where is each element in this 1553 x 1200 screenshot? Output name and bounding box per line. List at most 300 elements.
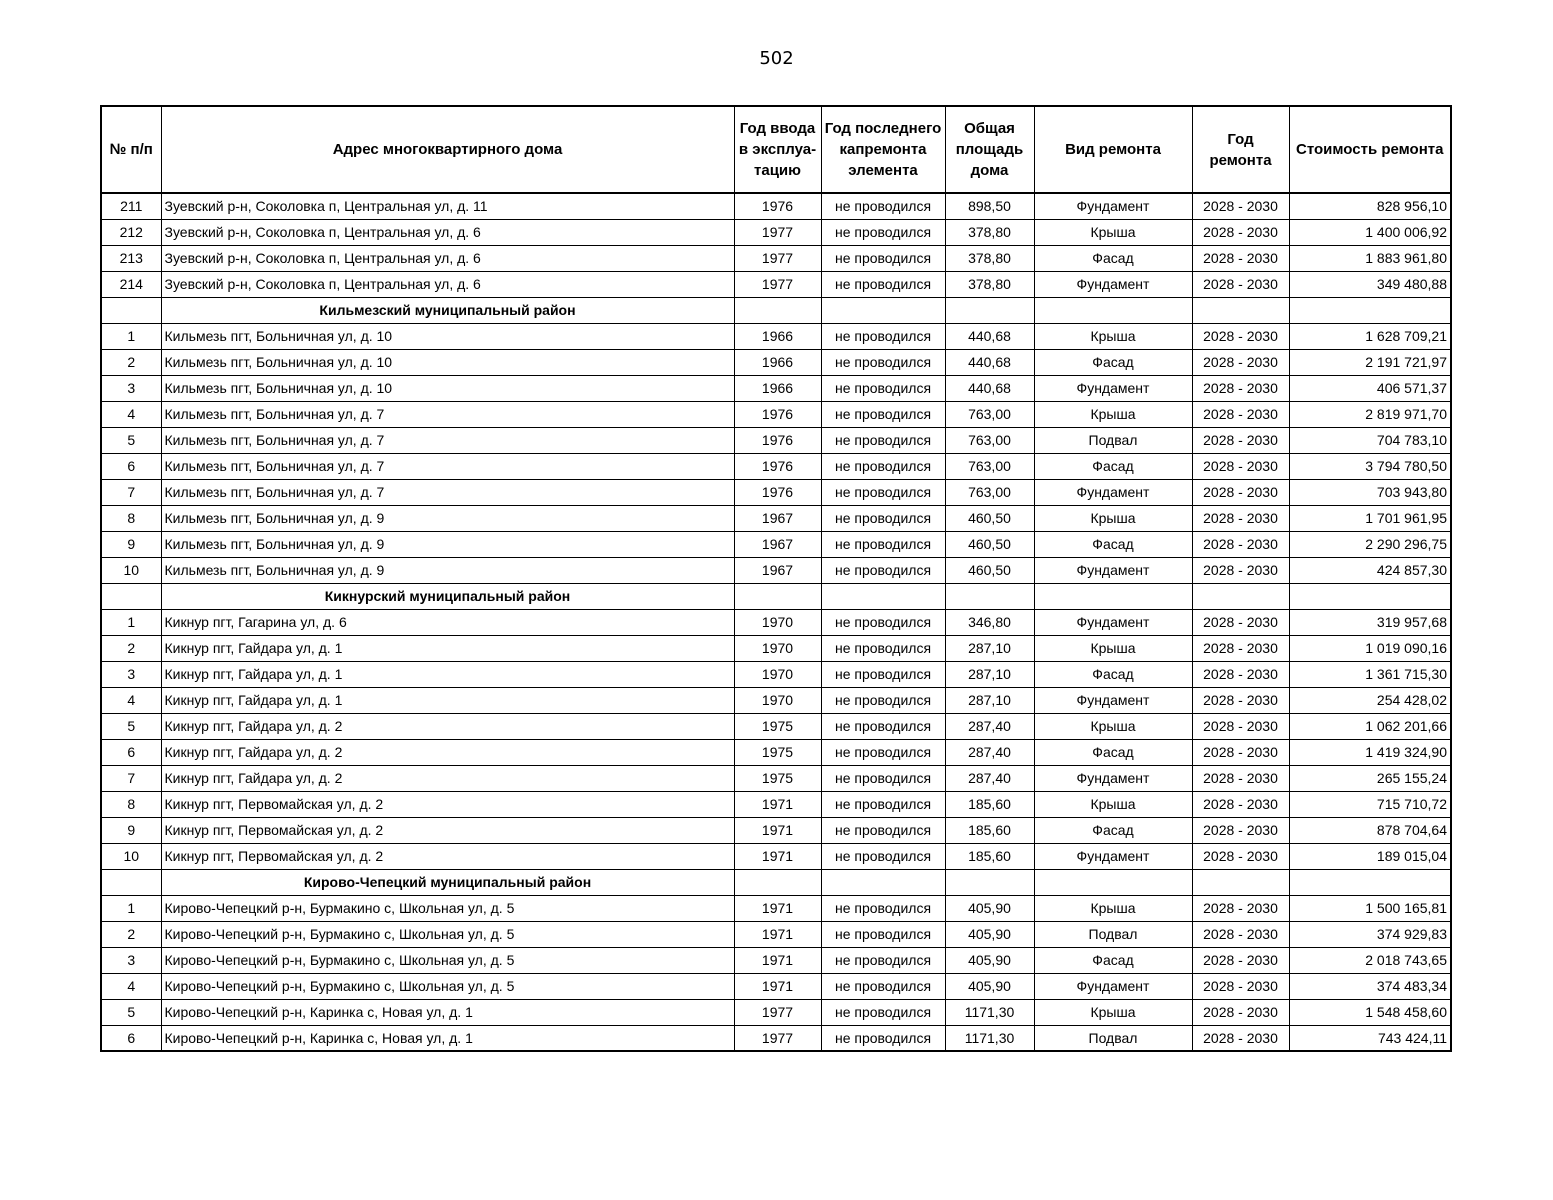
cell-area: 763,00	[945, 479, 1034, 505]
header-num: № п/п	[101, 106, 161, 193]
cell-area: 440,68	[945, 349, 1034, 375]
cell-repair-type: Фасад	[1034, 947, 1192, 973]
cell-area: 763,00	[945, 453, 1034, 479]
cell-address: Кирово-Чепецкий р-н, Бурмакино с, Школьная ул, д. 5	[161, 973, 734, 999]
cell-num: 3	[101, 947, 161, 973]
cell-last-repair: не проводился	[821, 349, 945, 375]
cell-address: Кирово-Чепецкий р-н, Бурмакино с, Школьная ул, д. 5	[161, 921, 734, 947]
cell-cost: 1 701 961,95	[1289, 505, 1451, 531]
cell-address: Зуевский р-н, Соколовка п, Центральная ул, д. 6	[161, 245, 734, 271]
cell-address: Кирово-Чепецкий р-н, Каринка с, Новая ул, д. 1	[161, 1025, 734, 1051]
cell-cost	[1289, 869, 1451, 895]
cell-address: Кильмезь пгт, Больничная ул, д. 7	[161, 401, 734, 427]
cell-address: Кикнур пгт, Гагарина ул, д. 6	[161, 609, 734, 635]
cell-area: 287,10	[945, 687, 1034, 713]
cell-year-built: 1976	[734, 479, 821, 505]
table-row	[101, 609, 1451, 635]
cell-repair-type	[1034, 583, 1192, 609]
cell-repair-years: 2028 - 2030	[1192, 349, 1289, 375]
cell-repair-type: Фундамент	[1034, 687, 1192, 713]
cell-address: Кикнур пгт, Гайдара ул, д. 1	[161, 661, 734, 687]
cell-cost: 424 857,30	[1289, 557, 1451, 583]
table-row	[101, 947, 1451, 973]
cell-repair-years: 2028 - 2030	[1192, 193, 1289, 219]
cell-num: 2	[101, 349, 161, 375]
cell-repair-years: 2028 - 2030	[1192, 1025, 1289, 1051]
table-row	[101, 1025, 1451, 1051]
cell-repair-years: 2028 - 2030	[1192, 245, 1289, 271]
table-row	[101, 999, 1451, 1025]
header-row	[101, 106, 1451, 193]
cell-num: 7	[101, 479, 161, 505]
cell-area: 287,10	[945, 661, 1034, 687]
cell-num: 1	[101, 609, 161, 635]
cell-last-repair: не проводился	[821, 323, 945, 349]
cell-year-built: 1970	[734, 635, 821, 661]
cell-area: 460,50	[945, 505, 1034, 531]
cell-repair-years: 2028 - 2030	[1192, 765, 1289, 791]
cell-last-repair: не проводился	[821, 713, 945, 739]
cell-cost: 265 155,24	[1289, 765, 1451, 791]
cell-num: 1	[101, 895, 161, 921]
cell-num: 4	[101, 687, 161, 713]
cell-year-built: 1977	[734, 999, 821, 1025]
cell-last-repair: не проводился	[821, 817, 945, 843]
cell-num	[101, 297, 161, 323]
cell-last-repair: не проводился	[821, 375, 945, 401]
cell-repair-type: Крыша	[1034, 713, 1192, 739]
cell-area: 378,80	[945, 219, 1034, 245]
cell-area: 405,90	[945, 895, 1034, 921]
cell-repair-years: 2028 - 2030	[1192, 401, 1289, 427]
cell-area: 405,90	[945, 947, 1034, 973]
cell-address: Кильмезь пгт, Больничная ул, д. 9	[161, 531, 734, 557]
cell-repair-type: Крыша	[1034, 635, 1192, 661]
cell-last-repair	[821, 297, 945, 323]
table-row	[101, 791, 1451, 817]
cell-cost: 715 710,72	[1289, 791, 1451, 817]
cell-area: 1171,30	[945, 1025, 1034, 1051]
cell-repair-years: 2028 - 2030	[1192, 999, 1289, 1025]
cell-area: 346,80	[945, 609, 1034, 635]
cell-area: 763,00	[945, 427, 1034, 453]
header-last-repair: Год последнего капремонта элемента	[821, 106, 945, 193]
table-row	[101, 687, 1451, 713]
cell-repair-years: 2028 - 2030	[1192, 323, 1289, 349]
cell-year-built: 1970	[734, 661, 821, 687]
cell-num: 3	[101, 375, 161, 401]
cell-area: 405,90	[945, 921, 1034, 947]
cell-repair-type: Фасад	[1034, 349, 1192, 375]
cell-repair-years	[1192, 583, 1289, 609]
cell-area: 378,80	[945, 271, 1034, 297]
cell-num: 214	[101, 271, 161, 297]
cell-year-built: 1967	[734, 505, 821, 531]
table-row	[101, 349, 1451, 375]
cell-area: 287,40	[945, 739, 1034, 765]
cell-num	[101, 583, 161, 609]
cell-cost: 828 956,10	[1289, 193, 1451, 219]
cell-area: 287,40	[945, 713, 1034, 739]
cell-year-built: 1971	[734, 843, 821, 869]
cell-address: Кикнур пгт, Гайдара ул, д. 2	[161, 739, 734, 765]
cell-address: Зуевский р-н, Соколовка п, Центральная ул, д. 6	[161, 219, 734, 245]
table-row	[101, 427, 1451, 453]
cell-year-built: 1971	[734, 921, 821, 947]
cell-repair-type: Подвал	[1034, 427, 1192, 453]
cell-repair-type: Фундамент	[1034, 765, 1192, 791]
cell-num: 2	[101, 921, 161, 947]
cell-last-repair: не проводился	[821, 999, 945, 1025]
cell-last-repair: не проводился	[821, 479, 945, 505]
cell-area	[945, 869, 1034, 895]
table-row	[101, 323, 1451, 349]
cell-repair-years: 2028 - 2030	[1192, 531, 1289, 557]
cell-cost: 374 483,34	[1289, 973, 1451, 999]
cell-area: 378,80	[945, 245, 1034, 271]
cell-last-repair: не проводился	[821, 219, 945, 245]
table-row	[101, 765, 1451, 791]
cell-cost: 1 883 961,80	[1289, 245, 1451, 271]
cell-year-built	[734, 583, 821, 609]
cell-last-repair: не проводился	[821, 557, 945, 583]
cell-repair-type: Фундамент	[1034, 609, 1192, 635]
cell-area: 185,60	[945, 791, 1034, 817]
cell-cost: 1 628 709,21	[1289, 323, 1451, 349]
repair-registry-table	[100, 105, 1452, 1052]
cell-last-repair: не проводился	[821, 401, 945, 427]
cell-last-repair: не проводился	[821, 245, 945, 271]
cell-address: Зуевский р-н, Соколовка п, Центральная ул, д. 6	[161, 271, 734, 297]
cell-repair-years: 2028 - 2030	[1192, 687, 1289, 713]
cell-repair-type: Фасад	[1034, 661, 1192, 687]
cell-repair-type: Фасад	[1034, 817, 1192, 843]
cell-last-repair: не проводился	[821, 765, 945, 791]
cell-repair-type	[1034, 297, 1192, 323]
cell-repair-type: Подвал	[1034, 921, 1192, 947]
cell-num: 5	[101, 713, 161, 739]
table-row	[101, 271, 1451, 297]
table-row	[101, 635, 1451, 661]
cell-address: Кильмезь пгт, Больничная ул, д. 7	[161, 453, 734, 479]
cell-repair-type: Крыша	[1034, 219, 1192, 245]
cell-area: 1171,30	[945, 999, 1034, 1025]
cell-num: 10	[101, 843, 161, 869]
cell-repair-type: Фундамент	[1034, 271, 1192, 297]
cell-repair-type: Крыша	[1034, 323, 1192, 349]
table-row	[101, 817, 1451, 843]
cell-last-repair: не проводился	[821, 427, 945, 453]
cell-num: 5	[101, 999, 161, 1025]
cell-year-built: 1976	[734, 427, 821, 453]
cell-cost: 2 819 971,70	[1289, 401, 1451, 427]
cell-address: Кильмезь пгт, Больничная ул, д. 10	[161, 349, 734, 375]
cell-cost: 2 018 743,65	[1289, 947, 1451, 973]
cell-num: 213	[101, 245, 161, 271]
cell-repair-type: Фундамент	[1034, 843, 1192, 869]
cell-area: 440,68	[945, 375, 1034, 401]
cell-num: 9	[101, 817, 161, 843]
cell-num: 8	[101, 505, 161, 531]
cell-area	[945, 297, 1034, 323]
cell-year-built: 1971	[734, 895, 821, 921]
table-row	[101, 401, 1451, 427]
header-repair-years: Год ремонта	[1192, 106, 1289, 193]
cell-cost: 3 794 780,50	[1289, 453, 1451, 479]
cell-area: 898,50	[945, 193, 1034, 219]
cell-repair-years	[1192, 297, 1289, 323]
cell-repair-type: Фундамент	[1034, 193, 1192, 219]
cell-repair-years: 2028 - 2030	[1192, 609, 1289, 635]
cell-repair-type: Крыша	[1034, 505, 1192, 531]
header-area: Общая площадь дома	[945, 106, 1034, 193]
cell-year-built: 1976	[734, 401, 821, 427]
cell-last-repair: не проводился	[821, 843, 945, 869]
cell-repair-years: 2028 - 2030	[1192, 271, 1289, 297]
cell-repair-years: 2028 - 2030	[1192, 739, 1289, 765]
cell-repair-years: 2028 - 2030	[1192, 661, 1289, 687]
cell-address: Кильмезь пгт, Больничная ул, д. 7	[161, 479, 734, 505]
cell-repair-years: 2028 - 2030	[1192, 921, 1289, 947]
cell-repair-years: 2028 - 2030	[1192, 635, 1289, 661]
cell-num: 7	[101, 765, 161, 791]
section-row	[101, 297, 1451, 323]
cell-year-built: 1970	[734, 609, 821, 635]
cell-address: Кильмезь пгт, Больничная ул, д. 9	[161, 505, 734, 531]
cell-last-repair: не проводился	[821, 271, 945, 297]
cell-year-built: 1971	[734, 817, 821, 843]
table-body	[101, 193, 1451, 1051]
cell-num: 211	[101, 193, 161, 219]
cell-address: Кикнур пгт, Гайдара ул, д. 1	[161, 635, 734, 661]
cell-address: Кикнур пгт, Гайдара ул, д. 2	[161, 765, 734, 791]
cell-repair-years: 2028 - 2030	[1192, 453, 1289, 479]
cell-num: 6	[101, 739, 161, 765]
cell-last-repair: не проводился	[821, 921, 945, 947]
cell-cost: 2 191 721,97	[1289, 349, 1451, 375]
cell-repair-type: Фундамент	[1034, 557, 1192, 583]
cell-num: 2	[101, 635, 161, 661]
cell-last-repair: не проводился	[821, 791, 945, 817]
cell-year-built: 1976	[734, 193, 821, 219]
cell-year-built: 1967	[734, 557, 821, 583]
cell-year-built	[734, 297, 821, 323]
cell-cost: 1 019 090,16	[1289, 635, 1451, 661]
cell-area	[945, 583, 1034, 609]
section-title: Кикнурский муниципальный район	[161, 583, 734, 609]
cell-last-repair: не проводился	[821, 687, 945, 713]
table-row	[101, 921, 1451, 947]
cell-repair-years: 2028 - 2030	[1192, 895, 1289, 921]
section-row	[101, 583, 1451, 609]
table-row	[101, 453, 1451, 479]
table-row	[101, 505, 1451, 531]
cell-repair-years: 2028 - 2030	[1192, 219, 1289, 245]
cell-last-repair: не проводился	[821, 661, 945, 687]
cell-repair-type: Фундамент	[1034, 479, 1192, 505]
cell-address: Кирово-Чепецкий р-н, Каринка с, Новая ул, д. 1	[161, 999, 734, 1025]
cell-repair-type	[1034, 869, 1192, 895]
cell-last-repair: не проводился	[821, 453, 945, 479]
table-row	[101, 531, 1451, 557]
cell-repair-type: Крыша	[1034, 401, 1192, 427]
cell-cost	[1289, 583, 1451, 609]
cell-repair-years: 2028 - 2030	[1192, 817, 1289, 843]
cell-last-repair: не проводился	[821, 193, 945, 219]
cell-repair-type: Фундамент	[1034, 973, 1192, 999]
cell-cost: 1 361 715,30	[1289, 661, 1451, 687]
cell-repair-type: Фасад	[1034, 531, 1192, 557]
cell-last-repair: не проводился	[821, 947, 945, 973]
cell-year-built: 1966	[734, 375, 821, 401]
section-title: Кирово-Чепецкий муниципальный район	[161, 869, 734, 895]
cell-year-built: 1971	[734, 973, 821, 999]
cell-cost: 319 957,68	[1289, 609, 1451, 635]
section-row	[101, 869, 1451, 895]
cell-year-built: 1977	[734, 245, 821, 271]
cell-num: 3	[101, 661, 161, 687]
cell-num: 6	[101, 1025, 161, 1051]
cell-last-repair: не проводился	[821, 609, 945, 635]
cell-year-built: 1975	[734, 739, 821, 765]
cell-repair-years: 2028 - 2030	[1192, 479, 1289, 505]
section-title: Кильмезский муниципальный район	[161, 297, 734, 323]
cell-repair-years: 2028 - 2030	[1192, 973, 1289, 999]
cell-num: 5	[101, 427, 161, 453]
cell-cost: 1 500 165,81	[1289, 895, 1451, 921]
cell-address: Кикнур пгт, Гайдара ул, д. 2	[161, 713, 734, 739]
cell-year-built: 1971	[734, 791, 821, 817]
cell-area: 185,60	[945, 843, 1034, 869]
cell-num: 8	[101, 791, 161, 817]
table-row	[101, 661, 1451, 687]
table-row	[101, 843, 1451, 869]
cell-cost: 703 943,80	[1289, 479, 1451, 505]
cell-area: 440,68	[945, 323, 1034, 349]
cell-year-built: 1976	[734, 453, 821, 479]
cell-area: 287,10	[945, 635, 1034, 661]
header-repair-type: Вид ремонта	[1034, 106, 1192, 193]
cell-address: Кирово-Чепецкий р-н, Бурмакино с, Школьная ул, д. 5	[161, 947, 734, 973]
table-row	[101, 479, 1451, 505]
cell-repair-years: 2028 - 2030	[1192, 427, 1289, 453]
cell-year-built: 1977	[734, 219, 821, 245]
cell-repair-years: 2028 - 2030	[1192, 375, 1289, 401]
header-cost: Стоимость ремонта	[1289, 106, 1451, 193]
cell-num	[101, 869, 161, 895]
cell-num: 9	[101, 531, 161, 557]
cell-area: 460,50	[945, 531, 1034, 557]
cell-repair-years	[1192, 869, 1289, 895]
cell-repair-type: Крыша	[1034, 999, 1192, 1025]
cell-cost: 1 062 201,66	[1289, 713, 1451, 739]
cell-num: 10	[101, 557, 161, 583]
cell-address: Зуевский р-н, Соколовка п, Центральная ул, д. 11	[161, 193, 734, 219]
cell-cost: 704 783,10	[1289, 427, 1451, 453]
cell-repair-type: Крыша	[1034, 895, 1192, 921]
cell-last-repair: не проводился	[821, 531, 945, 557]
cell-cost: 1 419 324,90	[1289, 739, 1451, 765]
cell-repair-type: Подвал	[1034, 1025, 1192, 1051]
cell-last-repair: не проводился	[821, 973, 945, 999]
cell-cost: 406 571,37	[1289, 375, 1451, 401]
cell-address: Кильмезь пгт, Больничная ул, д. 7	[161, 427, 734, 453]
cell-address: Кильмезь пгт, Больничная ул, д. 9	[161, 557, 734, 583]
table-row	[101, 973, 1451, 999]
header-year-built: Год ввода в эксплуа-тацию	[734, 106, 821, 193]
cell-repair-type: Фасад	[1034, 739, 1192, 765]
cell-address: Кирово-Чепецкий р-н, Бурмакино с, Школьная ул, д. 5	[161, 895, 734, 921]
cell-last-repair: не проводился	[821, 505, 945, 531]
cell-last-repair	[821, 583, 945, 609]
cell-area: 287,40	[945, 765, 1034, 791]
cell-last-repair: не проводился	[821, 895, 945, 921]
cell-repair-years: 2028 - 2030	[1192, 713, 1289, 739]
cell-num: 212	[101, 219, 161, 245]
cell-year-built	[734, 869, 821, 895]
cell-num: 4	[101, 401, 161, 427]
cell-area: 460,50	[945, 557, 1034, 583]
table-row	[101, 739, 1451, 765]
cell-repair-years: 2028 - 2030	[1192, 947, 1289, 973]
cell-num: 4	[101, 973, 161, 999]
table-row	[101, 557, 1451, 583]
cell-year-built: 1975	[734, 765, 821, 791]
cell-address: Кикнур пгт, Первомайская ул, д. 2	[161, 791, 734, 817]
cell-cost: 2 290 296,75	[1289, 531, 1451, 557]
cell-last-repair: не проводился	[821, 635, 945, 661]
header-address: Адрес многоквартирного дома	[161, 106, 734, 193]
cell-address: Кикнур пгт, Первомайская ул, д. 2	[161, 843, 734, 869]
cell-repair-years: 2028 - 2030	[1192, 557, 1289, 583]
cell-year-built: 1970	[734, 687, 821, 713]
cell-area: 405,90	[945, 973, 1034, 999]
page-number: 502	[759, 48, 794, 69]
cell-year-built: 1977	[734, 1025, 821, 1051]
cell-cost: 189 015,04	[1289, 843, 1451, 869]
cell-cost: 1 400 006,92	[1289, 219, 1451, 245]
cell-cost: 349 480,88	[1289, 271, 1451, 297]
cell-year-built: 1975	[734, 713, 821, 739]
cell-year-built: 1967	[734, 531, 821, 557]
cell-cost: 374 929,83	[1289, 921, 1451, 947]
cell-year-built: 1966	[734, 323, 821, 349]
cell-num: 6	[101, 453, 161, 479]
cell-cost: 743 424,11	[1289, 1025, 1451, 1051]
cell-cost: 1 548 458,60	[1289, 999, 1451, 1025]
cell-year-built: 1971	[734, 947, 821, 973]
cell-repair-type: Крыша	[1034, 791, 1192, 817]
cell-cost: 254 428,02	[1289, 687, 1451, 713]
table-row	[101, 193, 1451, 219]
cell-repair-years: 2028 - 2030	[1192, 505, 1289, 531]
cell-address: Кильмезь пгт, Больничная ул, д. 10	[161, 323, 734, 349]
cell-year-built: 1977	[734, 271, 821, 297]
cell-last-repair: не проводился	[821, 1025, 945, 1051]
cell-repair-type: Фасад	[1034, 453, 1192, 479]
table-row	[101, 895, 1451, 921]
cell-area: 185,60	[945, 817, 1034, 843]
cell-year-built: 1966	[734, 349, 821, 375]
cell-cost	[1289, 297, 1451, 323]
table-row	[101, 375, 1451, 401]
cell-cost: 878 704,64	[1289, 817, 1451, 843]
cell-address: Кикнур пгт, Гайдара ул, д. 1	[161, 687, 734, 713]
cell-repair-type: Фундамент	[1034, 375, 1192, 401]
cell-num: 1	[101, 323, 161, 349]
cell-repair-years: 2028 - 2030	[1192, 791, 1289, 817]
table-row	[101, 245, 1451, 271]
